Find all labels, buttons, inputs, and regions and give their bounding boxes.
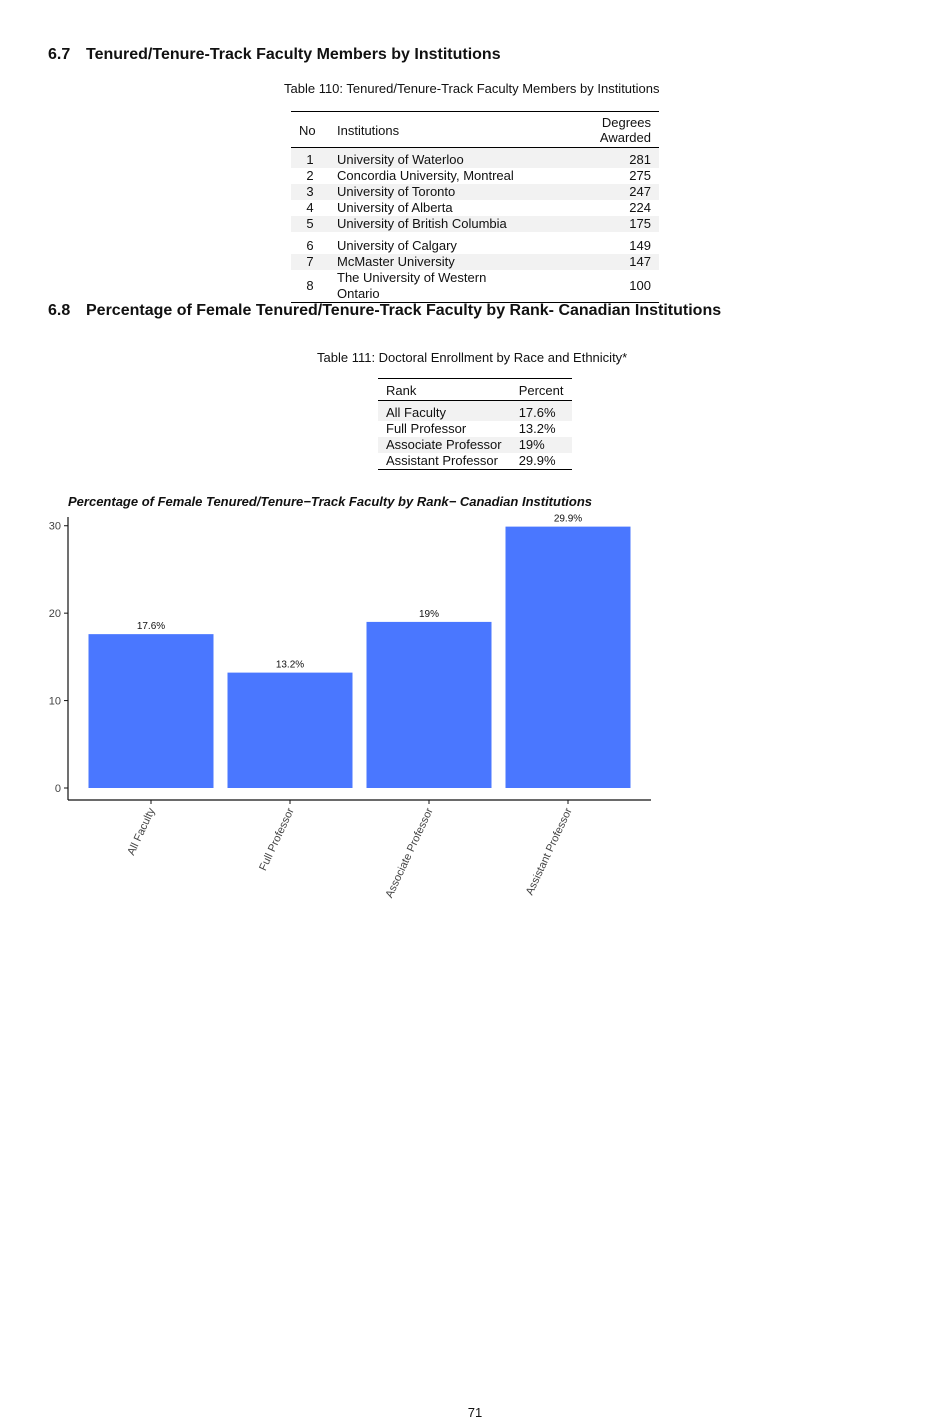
section-number: 6.8 <box>48 302 71 319</box>
bar-chart <box>0 505 700 925</box>
row-number: 5 <box>291 216 329 232</box>
bar-2 <box>367 622 492 788</box>
institution-name: University of Waterloo <box>329 148 540 169</box>
table-row <box>291 216 659 232</box>
x-tick-label: Full Professor <box>257 806 297 873</box>
section-heading-6-7 <box>48 46 501 64</box>
x-tick-label: Assistant Professor <box>523 806 575 898</box>
table-110-caption: Table 110: Tenured/Tenure-Track Faculty Members by Institutions <box>284 81 660 96</box>
chart-title: Percentage of Female Tenured/Tenure−Track Faculty by Rank− Canadian Institutions <box>68 494 592 509</box>
table-row <box>291 168 659 184</box>
row-number: 4 <box>306 200 314 215</box>
institution-name: University of Toronto <box>329 184 540 200</box>
header-percent: Percent <box>511 379 572 401</box>
data-label: 17.6% <box>136 621 166 633</box>
x-tick-label: Associate Professor <box>383 806 436 900</box>
header-no: No <box>291 112 329 148</box>
page-number: 71 <box>467 1405 483 1420</box>
row-number: 6 <box>306 238 314 253</box>
section-number: 6.7 <box>48 46 71 63</box>
table-row <box>291 200 659 216</box>
rank-name: Full Professor <box>386 421 467 436</box>
table-row <box>291 148 659 169</box>
degrees-awarded: 275 <box>629 168 651 183</box>
bar-0 <box>89 634 214 788</box>
section-title: Tenured/Tenure-Track Faculty Members by Institutions <box>86 46 501 63</box>
rank-name: Associate Professor <box>378 437 511 453</box>
header-rank: Rank <box>378 379 511 401</box>
row-number: 7 <box>291 254 329 270</box>
y-tick-label: 0 <box>54 783 61 795</box>
y-tick-label: 20 <box>48 608 61 621</box>
row-number: 8 <box>306 278 314 293</box>
rank-name: All Faculty <box>378 401 511 422</box>
table-row <box>291 270 659 303</box>
section-title: Percentage of Female Tenured/Tenure-Track Faculty by Rank- Canadian Institutions <box>86 302 722 319</box>
table-row <box>378 401 572 422</box>
section-heading-6-8 <box>48 302 721 320</box>
degrees-awarded: 100 <box>629 278 651 293</box>
percent-value: 19% <box>511 437 572 453</box>
table-row <box>291 254 659 270</box>
institution-name: University of Calgary <box>337 238 457 253</box>
institution-name: The University of Western Ontario <box>337 270 487 301</box>
table-110 <box>291 111 659 303</box>
table-111-caption: Table 111: Doctoral Enrollment by Race and Ethnicity* <box>317 350 628 365</box>
row-number: 3 <box>291 184 329 200</box>
table-header-row <box>291 112 659 148</box>
table-header-row <box>378 379 572 401</box>
table-row <box>378 453 572 470</box>
institution-name: Concordia University, Montreal <box>337 168 514 183</box>
institution-name: University of Alberta <box>337 200 453 215</box>
institution-name: McMaster University <box>329 254 540 270</box>
percent-value: 17.6% <box>511 401 572 422</box>
y-tick-label: 10 <box>48 695 61 708</box>
degrees-awarded: 175 <box>540 216 659 232</box>
table-row <box>378 437 572 453</box>
table-111 <box>378 378 572 470</box>
row-number: 1 <box>291 148 329 169</box>
row-number: 2 <box>306 168 314 183</box>
degrees-awarded: 224 <box>629 200 651 215</box>
table-row <box>378 421 572 437</box>
percent-value: 29.9% <box>518 453 556 468</box>
bar-1 <box>228 673 353 788</box>
header-institutions: Institutions <box>329 112 540 148</box>
degrees-awarded: 147 <box>540 254 659 270</box>
data-label: 29.9% <box>553 513 583 525</box>
degrees-awarded: 247 <box>540 184 659 200</box>
bar-3 <box>506 527 631 788</box>
table-row <box>291 232 659 254</box>
institution-name: University of British Columbia <box>329 216 540 232</box>
degrees-awarded: 149 <box>629 238 651 253</box>
table-row <box>291 184 659 200</box>
percent-value: 13.2% <box>518 421 556 436</box>
x-tick-label: All Faculty <box>125 806 158 858</box>
data-label: 13.2% <box>275 659 305 671</box>
header-degrees-awarded: Degrees Awarded <box>540 112 659 148</box>
y-tick-label: 30 <box>48 520 61 533</box>
rank-name: Assistant Professor <box>386 453 498 468</box>
data-label: 19% <box>418 608 440 620</box>
degrees-awarded: 281 <box>540 148 659 169</box>
